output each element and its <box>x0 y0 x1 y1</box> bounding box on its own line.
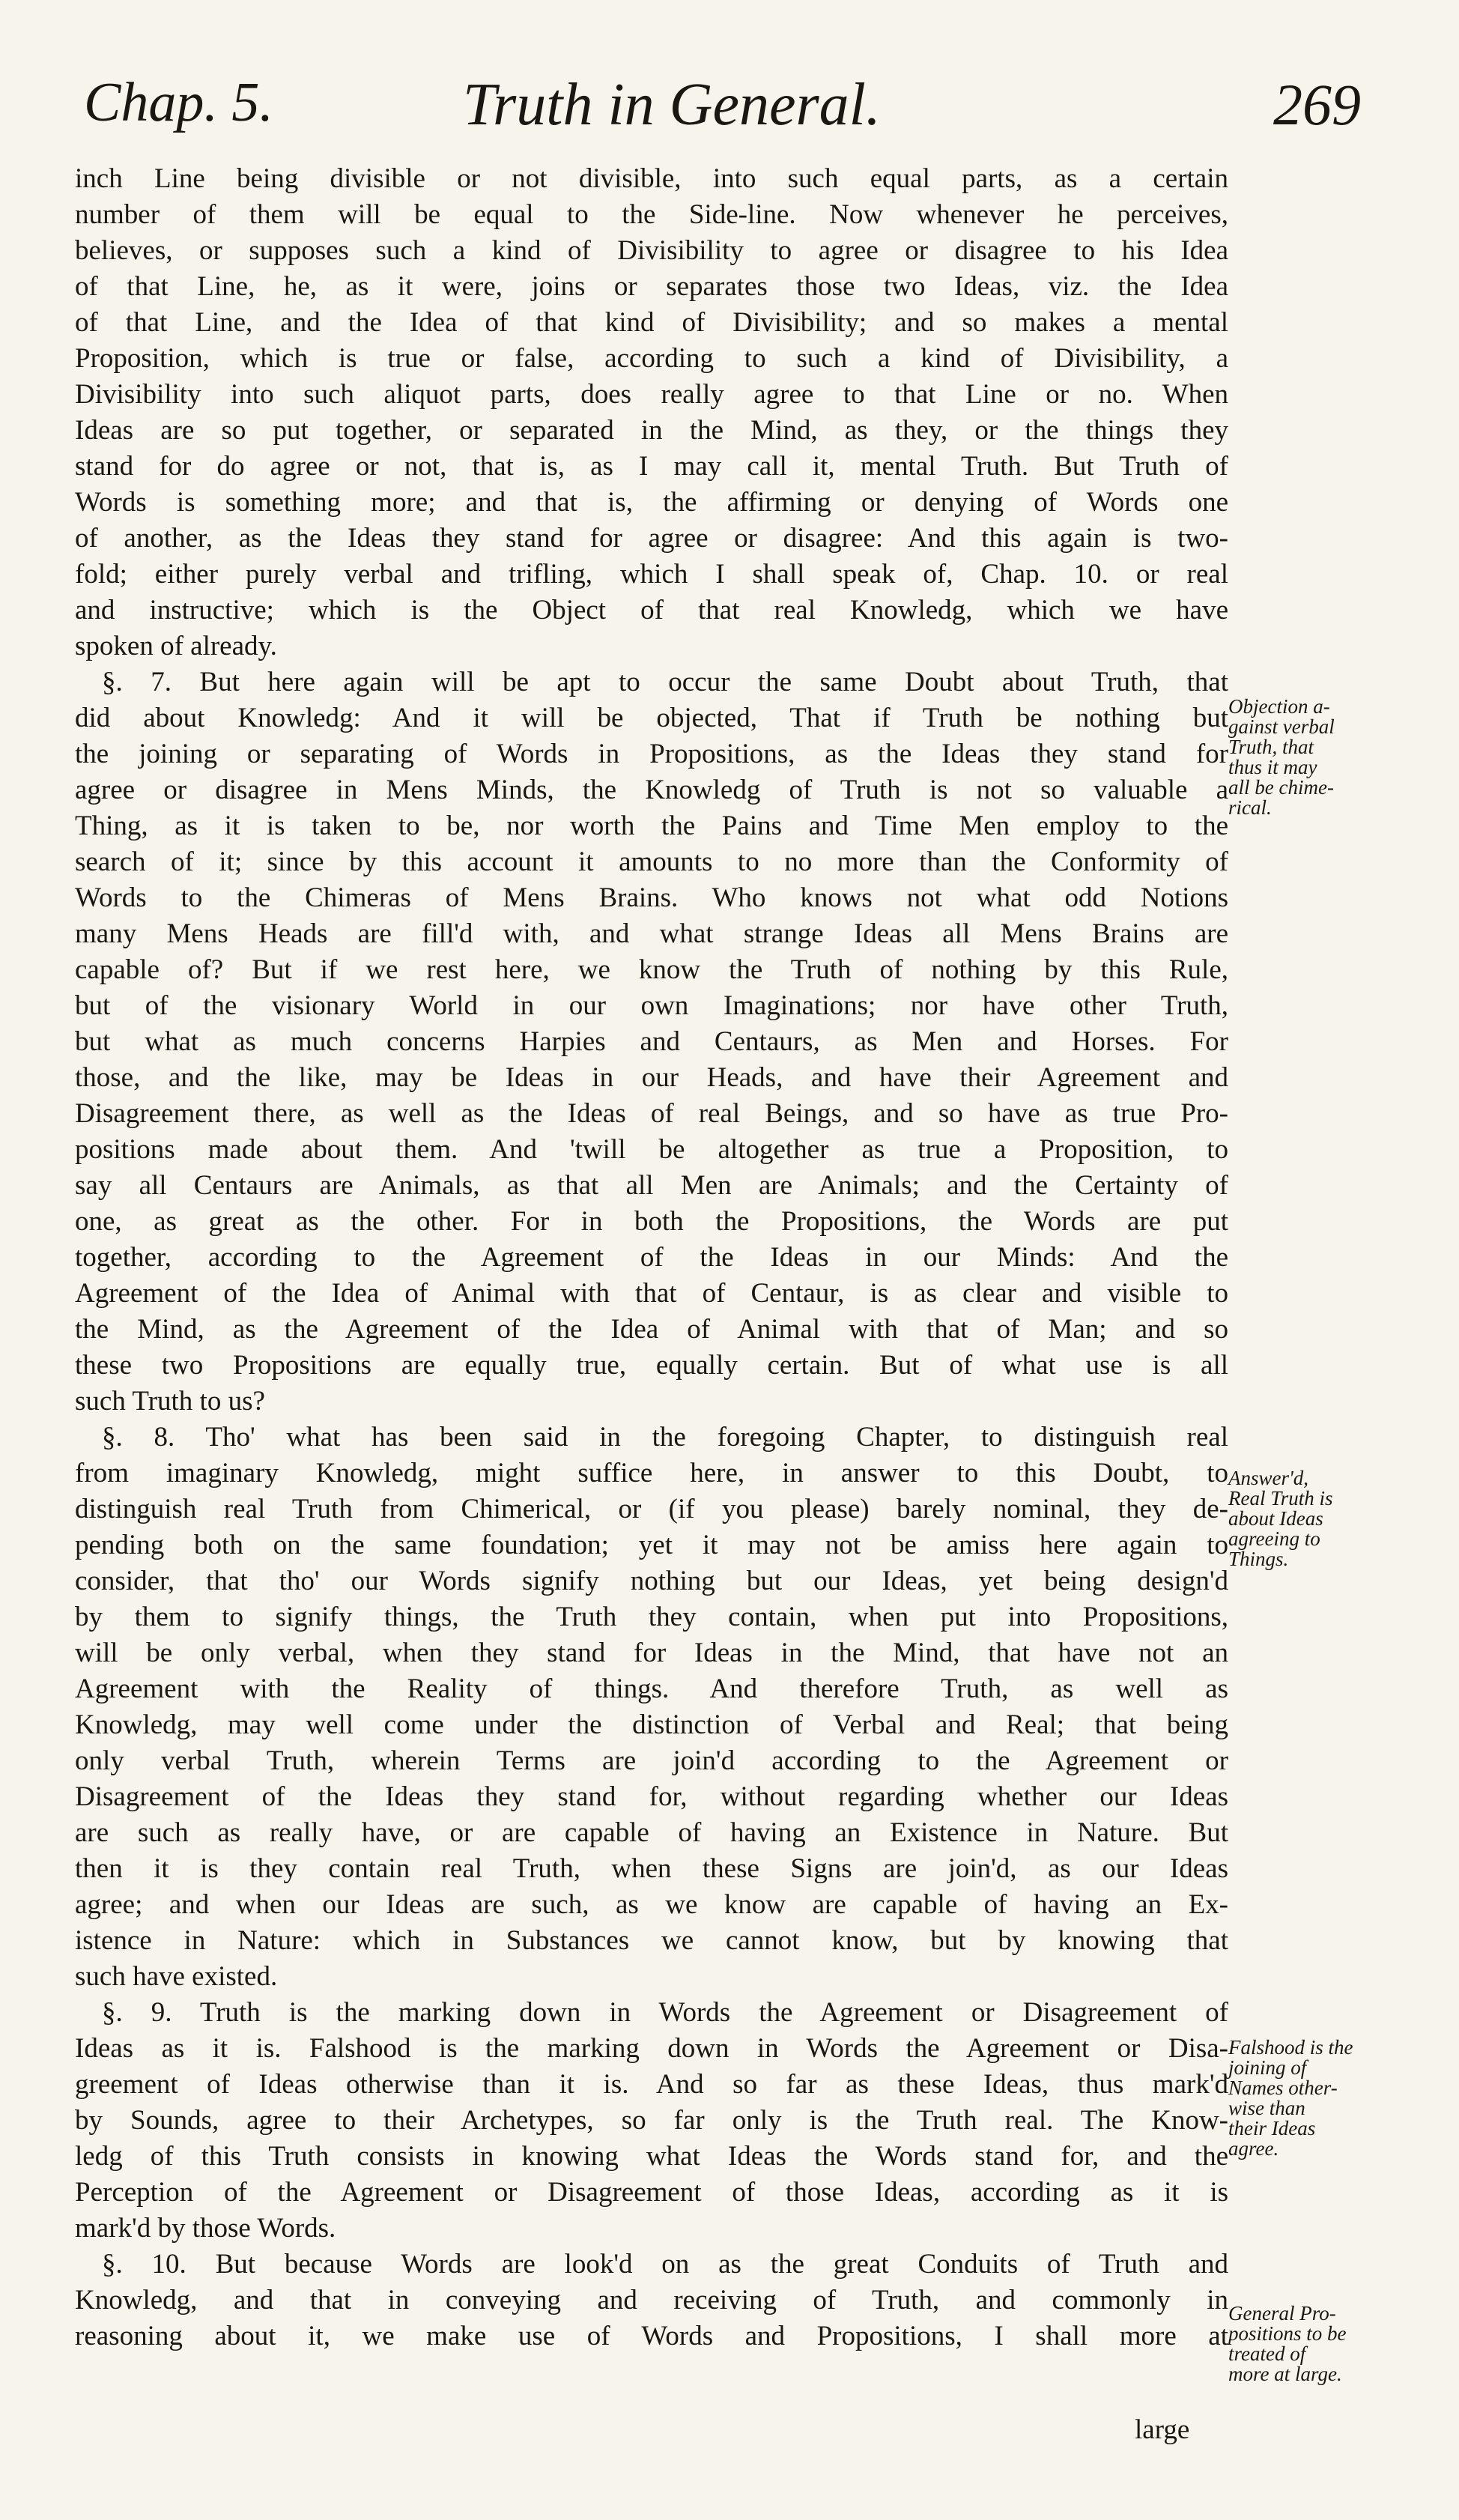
text-line: of that Line, and the Idea of that kind of Divisibility; and so makes a mental <box>75 307 1228 338</box>
text-line: inch Line being divisible or not divisible, into such equal parts, as a certain <box>75 163 1228 194</box>
text-line: Ideas as it is. Falshood is the marking down in Words the Agreement or Disa- <box>75 2033 1228 2064</box>
text-line: of that Line, he, as it were, joins or separates those two Ideas, viz. the Idea <box>75 271 1228 302</box>
text-line: the joining or separating of Words in Propositions, as the Ideas they stand for <box>75 739 1228 769</box>
margin-note-line: Names other- <box>1228 2077 1338 2099</box>
text-line: fold; either purely verbal and trifling, which I shall speak of, Chap. 10. or real <box>75 559 1228 590</box>
margin-note-line: agree. <box>1228 2137 1279 2160</box>
text-line: consider, that tho' our Words signify nothing but our Ideas, yet being design'd <box>75 1566 1228 1596</box>
text-line: from imaginary Knowledg, might suffice here, in answer to this Doubt, to <box>75 1458 1228 1488</box>
text-line: those, and the like, may be Ideas in our Heads, and have their Agreement and <box>75 1062 1228 1093</box>
text-line: Disagreement there, as well as the Ideas of real Beings, and so have as true Pro- <box>75 1098 1228 1129</box>
text-line: §. 9. Truth is the marking down in Words the Agreement or Disagreement of <box>102 1997 1228 2028</box>
text-line: Perception of the Agreement or Disagreement of those Ideas, according as it is <box>75 2177 1228 2208</box>
margin-note <box>1228 697 1335 818</box>
text-line: §. 8. Tho' what has been said in the foregoing Chapter, to distinguish real <box>102 1422 1228 1453</box>
margin-note-line: Things. <box>1228 1548 1289 1570</box>
text-line: believes, or supposes such a kind of Divisibility to agree or disagree to his Idea <box>75 235 1228 266</box>
margin-note-line: positions to be <box>1228 2322 1347 2345</box>
text-line: many Mens Heads are fill'd with, and what strange Ideas all Mens Brains are <box>75 918 1228 949</box>
margin-note-line: gainst verbal <box>1228 715 1335 738</box>
text-line: the Mind, as the Agreement of the Idea of Animal with that of Man; and so <box>75 1314 1228 1345</box>
text-line: these two Propositions are equally true, equally certain. But of what use is all <box>75 1350 1228 1381</box>
text-line: by Sounds, agree to their Archetypes, so far only is the Truth real. The Know- <box>75 2105 1228 2136</box>
text-line: Words to the Chimeras of Mens Brains. Who knows not what odd Notions <box>75 882 1228 913</box>
text-line: and instructive; which is the Object of that real Knowledg, which we have <box>75 595 1228 626</box>
text-line: then it is they contain real Truth, when these Signs are join'd, as our Ideas <box>75 1853 1228 1884</box>
text-line: istence in Nature: which in Substances we cannot know, but by knowing that <box>75 1925 1228 1956</box>
margin-note <box>1228 1468 1333 1569</box>
margin-note-line: wise than <box>1228 2097 1305 2119</box>
text-line: Disagreement of the Ideas they stand for, without regarding whether our Ideas <box>75 1781 1228 1812</box>
text-line: but of the visionary World in our own Imaginations; nor have other Truth, <box>75 990 1228 1021</box>
text-line: together, according to the Agreement of the Ideas in our Minds: And the <box>75 1242 1228 1273</box>
text-line: mark'd by those Words. <box>75 2213 336 2244</box>
text-line: will be only verbal, when they stand for Ideas in the Mind, that have not an <box>75 1638 1228 1668</box>
text-line: Knowledg, may well come under the distinction of Verbal and Real; that being <box>75 1709 1228 1740</box>
margin-note-line: Falshood is the <box>1228 2036 1353 2059</box>
margin-note-line: agreeing to <box>1228 1527 1320 1550</box>
text-line: Agreement of the Idea of Animal with that of Centaur, is as clear and visible to <box>75 1278 1228 1309</box>
page-title: Truth in General. <box>463 72 881 138</box>
text-line: agree or disagree in Mens Minds, the Knowledg of Truth is not so valuable a <box>75 775 1228 805</box>
margin-note-line: joining of <box>1228 2056 1307 2079</box>
text-line: did about Knowledg: And it will be objected, That if Truth be nothing but <box>75 703 1228 733</box>
text-line: capable of? But if we rest here, we know the Truth of nothing by this Rule, <box>75 954 1228 985</box>
text-line: pending both on the same foundation; yet it may not be amiss here again to <box>75 1530 1228 1560</box>
margin-note <box>1228 2304 1347 2384</box>
text-line: Divisibility into such aliquot parts, does really agree to that Line or no. When <box>75 379 1228 410</box>
text-line: spoken of already. <box>75 631 277 661</box>
page-number: 269 <box>1273 72 1361 137</box>
margin-note-line: General Pro- <box>1228 2302 1336 2324</box>
text-line: distinguish real Truth from Chimerical, or (if you please) barely nominal, they de- <box>75 1494 1228 1524</box>
text-line: Knowledg, and that in conveying and receiving of Truth, and commonly in <box>75 2285 1228 2315</box>
running-header <box>0 71 1459 154</box>
text-line: reasoning about it, we make use of Words and Propositions, I shall more at <box>75 2321 1228 2351</box>
text-line: say all Centaurs are Animals, as that all Men are Animals; and the Certainty of <box>75 1170 1228 1201</box>
margin-note-line: rical. <box>1228 796 1272 819</box>
text-line: but what as much concerns Harpies and Centaurs, as Men and Horses. For <box>75 1026 1228 1057</box>
text-line: §. 10. But because Words are look'd on as the great Conduits of Truth and <box>102 2249 1228 2280</box>
text-line: §. 7. But here again will be apt to occur the same Doubt about Truth, that <box>102 667 1228 697</box>
margin-note-line: Truth, that <box>1228 736 1314 758</box>
text-line: such have existed. <box>75 1961 278 1992</box>
margin-note-line: Answer'd, <box>1228 1467 1309 1489</box>
text-line: by them to signify things, the Truth they contain, when put into Propositions, <box>75 1602 1228 1632</box>
text-line: of another, as the Ideas they stand for agree or disagree: And this again is two- <box>75 523 1228 554</box>
margin-note-line: thus it may <box>1228 756 1317 778</box>
chapter-heading: Chap. 5. <box>84 72 273 133</box>
margin-note-line: more at large. <box>1228 2363 1342 2385</box>
text-line: stand for do agree or not, that is, as I may call it, mental Truth. But Truth of <box>75 451 1228 482</box>
text-line: such Truth to us? <box>75 1386 265 1417</box>
text-line: search of it; since by this account it amounts to no more than the Conformity of <box>75 846 1228 877</box>
text-line: one, as great as the other. For in both the Propositions, the Words are put <box>75 1206 1228 1237</box>
text-line: greement of Ideas otherwise than it is. And so far as these Ideas, thus mark'd <box>75 2069 1228 2100</box>
text-line: are such as really have, or are capable of having an Existence in Nature. But <box>75 1817 1228 1848</box>
text-line: Agreement with the Reality of things. And therefore Truth, as well as <box>75 1674 1228 1704</box>
margin-note-line: all be chime- <box>1228 776 1334 799</box>
text-line: Thing, as it is taken to be, nor worth the Pains and Time Men employ to the <box>75 811 1228 841</box>
text-line: positions made about them. And 'twill be altogether as true a Proposition, to <box>75 1134 1228 1165</box>
text-line: Words is something more; and that is, the affirming or denying of Words one <box>75 487 1228 518</box>
margin-note <box>1228 2038 1353 2159</box>
catchword: large <box>1135 2414 1190 2445</box>
margin-note-line: treated of <box>1228 2342 1306 2365</box>
body-text <box>75 161 1228 2354</box>
margin-note-line: about Ideas <box>1228 1507 1323 1530</box>
text-line: agree; and when our Ideas are such, as we know are capable of having an Ex- <box>75 1889 1228 1920</box>
text-line: Ideas are so put together, or separated in the Mind, as they, or the things they <box>75 415 1228 446</box>
text-line: number of them will be equal to the Side-line. Now whenever he perceives, <box>75 199 1228 230</box>
text-line: only verbal Truth, wherein Terms are join'd according to the Agreement or <box>75 1745 1228 1776</box>
margin-note-line: their Ideas <box>1228 2117 1316 2139</box>
text-line: ledg of this Truth consists in knowing what Ideas the Words stand for, and the <box>75 2141 1228 2172</box>
margin-note-line: Real Truth is <box>1228 1487 1333 1509</box>
margin-note-line: Objection a- <box>1228 695 1330 718</box>
text-line: Proposition, which is true or false, according to such a kind of Divisibility, a <box>75 343 1228 374</box>
